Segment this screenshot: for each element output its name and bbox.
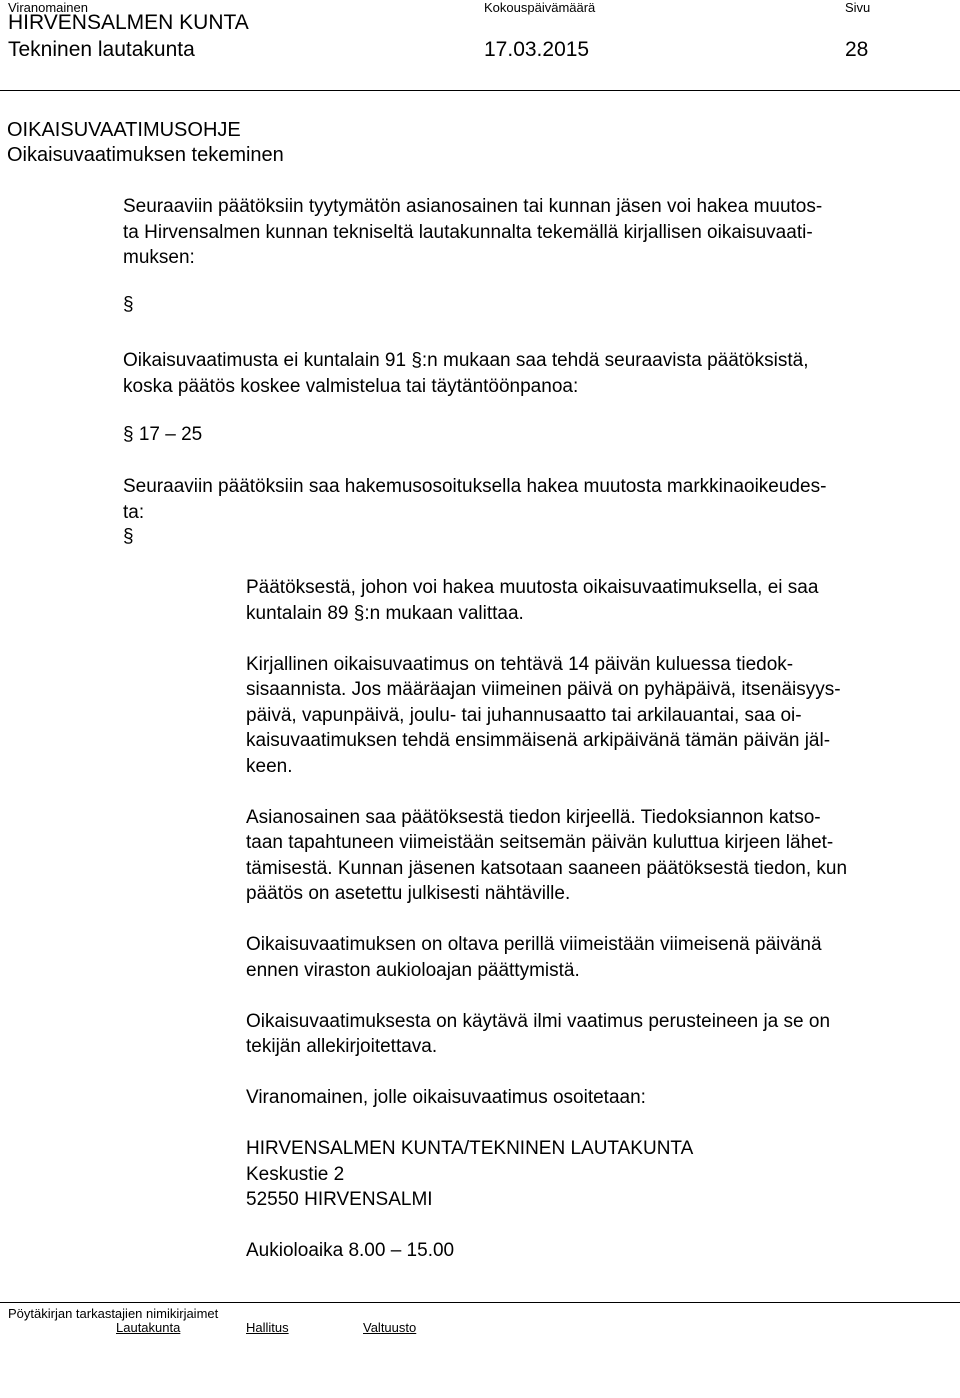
text-line: koska päätös koskee valmistelua tai täytäntöönpanoa: [123,375,579,397]
address-line: HIRVENSALMEN KUNTA/TEKNINEN LAUTAKUNTA [246,1138,694,1159]
text-line: Oikaisuvaatimuksen on oltava perillä viimeistään viimeisenä päivänä [246,934,822,955]
text-line: kaisuvaatimuksen tehdä ensimmäisenä arkipäivänä tämän päivän jäl- [246,730,831,751]
opening-hours: Aukioloaika 8.00 – 15.00 [246,1240,455,1261]
text-fragment: :n mukaan saa tehdä seuraavista päätöksistä, [421,350,809,371]
footer-label: Pöytäkirjan tarkastajien nimikirjaimet [8,1306,219,1321]
instructions-block [246,575,847,1264]
reference-range: 17 – 25 [138,424,203,445]
no-claim-paragraph [123,348,808,399]
section-symbol: § [123,526,134,547]
text-line: ennen viraston aukioloajan päättymistä. [246,959,580,981]
text-line: Seuraaviin päätöksiin saa hakemusosoituksella hakea muutosta markkinaoikeudes- [123,476,827,497]
text-line: keen. [246,755,293,777]
section-symbol: § [123,294,134,315]
text-line: ta: [123,501,145,523]
address-line: 52550 HIRVENSALMI [246,1189,433,1210]
section-symbol: § [123,424,134,445]
text-line: Asianosainen saa päätöksestä tiedon kirjeellä. Tiedoksiannon katso- [246,806,821,828]
text-line: päätös on asetettu julkisesti nähtäville. [246,883,571,904]
section-title: OIKAISUVAATIMUSOHJE [7,119,241,141]
text-line: Viranomainen, jolle oikaisuvaatimus osoitetaan: [246,1087,646,1108]
header-label-date: Kokouspäivämäärä [484,0,596,15]
market-court-paragraph [123,474,826,525]
text-line: Päätöksestä, johon voi hakea muutosta oikaisuvaatimuksella, ei saa [246,577,819,598]
text-fragment: kuntalain 89 [246,602,354,624]
footer-col-lautakunta: Lautakunta [116,1320,181,1335]
section-symbol: § [411,350,422,371]
organization-name: HIRVENSALMEN KUNTA [8,11,249,34]
text-line: muksen: [123,247,195,268]
page-number: 28 [845,38,869,61]
footer-col-hallitus: Hallitus [246,1320,289,1335]
text-line: tekijän allekirjoitettava. [246,1036,438,1057]
footer-col-valtuusto: Valtuusto [363,1320,417,1335]
text-line: ta Hirvensalmen kunnan tekniseltä lautakunnalta tekemällä kirjallisen oikaisuvaati- [123,221,813,243]
text-fragment: :n mukaan valittaa. [364,602,524,624]
meeting-date: 17.03.2015 [484,38,590,61]
header-label-authority: Viranomainen [8,0,88,15]
text-fragment: Oikaisuvaatimusta ei kuntalain 91 [123,350,412,371]
text-line: päivä, vapunpäivä, joulu- tai juhannusaatto tai arkilauantai, saa oi- [246,704,802,726]
text-line: Oikaisuvaatimuksesta on käytävä ilmi vaatimus perusteineen ja se on [246,1010,831,1032]
address-line: Keskustie 2 [246,1163,345,1185]
section-symbol: § [353,602,365,624]
text-line: tämisestä. Kunnan jäsenen katsotaan saaneen päätöksestä tiedon, kun [246,857,848,879]
intro-paragraph [123,194,822,271]
header-label-page: Sivu [845,0,871,15]
section-reference [123,424,202,446]
text-line: sisaannista. Jos määräajan viimeinen päivä on pyhäpäivä, itsenäisyys- [246,679,841,700]
text-line: Kirjallinen oikaisuvaatimus on tehtävä 14 päivän kuluessa tiedok- [246,653,794,675]
section-subtitle: Oikaisuvaatimuksen tekeminen [7,144,284,166]
text-line: taan tapahtuneen viimeistään seitsemän päivän kuluttua kirjeen lähet- [246,832,834,853]
text-line: Seuraaviin päätöksiin tyytymätön asianosainen tai kunnan jäsen voi hakea muutos- [123,196,823,217]
authority-name: Tekninen lautakunta [8,38,195,61]
footer-divider [0,1302,960,1303]
header-divider [0,90,960,91]
